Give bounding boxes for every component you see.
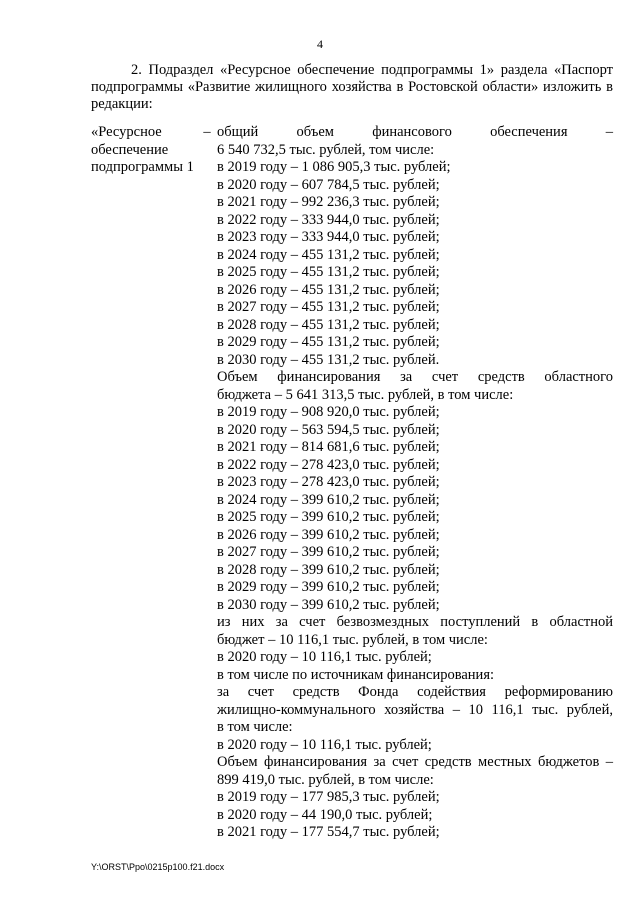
- intro-paragraph: 2. Подраздел «Ресурсное обеспечение подпрограммы 1» раздела «Паспорт подпрограммы «Развитие жилищного хозяйства в Ростовской области» изложить в редакции:: [91, 62, 613, 112]
- regional-lead: Объем финансирования за счет средств областного: [217, 369, 613, 385]
- year-line: в 2029 году – 455 131,2 тыс. рублей;: [217, 334, 440, 350]
- page-number: 4: [317, 37, 323, 51]
- year-line: в 2023 году – 278 423,0 тыс. рублей;: [217, 474, 440, 490]
- year-line: в 2025 году – 399 610,2 тыс. рублей;: [217, 509, 440, 525]
- regional-lead-cont: бюджета – 5 641 313,5 тыс. рублей, в том числе:: [217, 386, 514, 403]
- file-path-footer: Y:\ORST\Ppo\0215p100.f21.docx: [91, 862, 225, 872]
- year-line: в 2023 году – 333 944,0 тыс. рублей;: [217, 229, 440, 245]
- total-lead: общий объем финансового обеспечения –: [217, 124, 613, 140]
- year-line: в 2022 году – 333 944,0 тыс. рублей;: [217, 211, 440, 228]
- year-line: в 2019 году – 1 086 905,3 тыс. рублей;: [217, 159, 451, 175]
- section-content: [217, 124, 613, 842]
- year-line: в 2027 году – 399 610,2 тыс. рублей;: [217, 544, 440, 560]
- year-line: в 2021 году – 992 236,3 тыс. рублей;: [217, 194, 440, 210]
- year-line: в 2025 году – 455 131,2 тыс. рублей;: [217, 264, 440, 280]
- year-line: в 2029 году – 399 610,2 тыс. рублей;: [217, 579, 440, 595]
- year-line: в 2026 году – 399 610,2 тыс. рублей;: [217, 526, 440, 543]
- gratuitous-lead: из них за счет безвозмездных поступлений в областной: [217, 614, 613, 630]
- year-line: в 2021 году – 814 681,6 тыс. рублей;: [217, 439, 440, 455]
- total-years-list: [217, 159, 613, 369]
- year-line: в 2022 году – 278 423,0 тыс. рублей;: [217, 456, 440, 473]
- passport-section: [91, 124, 613, 842]
- year-line: в 2020 году – 44 190,0 тыс. рублей;: [217, 806, 433, 823]
- label-line: «Ресурсное: [91, 124, 162, 140]
- section-label: [91, 124, 197, 842]
- gratuitous-lead-cont: бюджет – 10 116,1 тыс. рублей, в том числе:: [217, 631, 488, 648]
- year-line: в 2019 году – 908 920,0 тыс. рублей;: [217, 404, 440, 420]
- total-amount: 6 540 732,5 тыс. рублей, том числе:: [217, 141, 435, 158]
- fund-line: в том числе:: [217, 719, 293, 735]
- dash-separator: –: [203, 124, 211, 140]
- year-line: в 2024 году – 399 610,2 тыс. рублей;: [217, 491, 440, 508]
- year-line: в 2027 году – 455 131,2 тыс. рублей;: [217, 299, 440, 315]
- local-lead: Объем финансирования за счет средств местных бюджетов –: [217, 754, 613, 770]
- fund-line: за счет средств Фонда содействия реформированию: [217, 684, 613, 700]
- regional-years-list: [217, 404, 613, 614]
- year-line: в 2024 году – 455 131,2 тыс. рублей;: [217, 246, 440, 263]
- fund-line: жилищно-коммунального хозяйства – 10 116,1 тыс. рублей,: [217, 701, 613, 718]
- year-line: в 2030 году – 399 610,2 тыс. рублей;: [217, 596, 440, 613]
- local-years-list: [217, 789, 613, 842]
- year-line: в 2021 году – 177 554,7 тыс. рублей;: [217, 824, 440, 840]
- year-line: в 2020 году – 563 594,5 тыс. рублей;: [217, 421, 440, 438]
- label-line: обеспечение: [91, 141, 169, 158]
- year-line: в 2019 году – 177 985,3 тыс. рублей;: [217, 789, 440, 805]
- year-line: в 2028 году – 455 131,2 тыс. рублей;: [217, 316, 440, 333]
- year-line: в 2026 году – 455 131,2 тыс. рублей;: [217, 281, 440, 298]
- local-lead-cont: 899 419,0 тыс. рублей, в том числе:: [217, 771, 434, 788]
- fund-year: в 2020 году – 10 116,1 тыс. рублей;: [217, 736, 432, 753]
- label-line: подпрограммы 1: [91, 159, 194, 175]
- year-line: в 2028 году – 399 610,2 тыс. рублей;: [217, 561, 440, 578]
- sources-heading: в том числе по источникам финансирования:: [217, 666, 495, 683]
- gratuitous-year: в 2020 году – 10 116,1 тыс. рублей;: [217, 649, 432, 665]
- year-line: в 2020 году – 607 784,5 тыс. рублей;: [217, 176, 440, 193]
- year-line: в 2030 году – 455 131,2 тыс. рублей.: [217, 351, 440, 368]
